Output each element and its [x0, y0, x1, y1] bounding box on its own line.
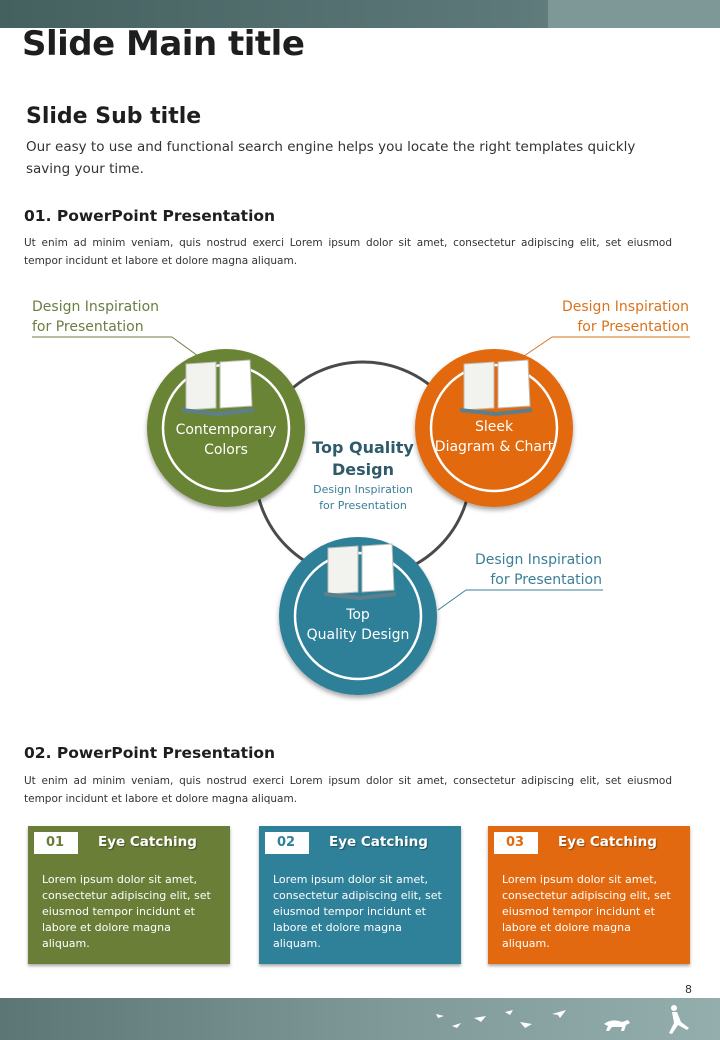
- callout-right-line: [524, 337, 690, 356]
- orange-circle-label-line1: Sleek: [474, 419, 514, 435]
- blue-circle-label-line2: Quality Design: [306, 627, 410, 643]
- callout-bottom-line2: for Presentation: [490, 572, 602, 588]
- feature-box-2: [259, 826, 461, 964]
- feature-box-title: Eye Catching: [329, 834, 428, 850]
- feature-box-body: Lorem ipsum dolor sit amet, consectetur adipiscing elit, set eiusmod tempor incidunt et labore et dolore magna aliquam.: [502, 873, 671, 950]
- green-circle-label-line1: Contemporary: [175, 422, 277, 438]
- callout-left-line: [32, 337, 198, 356]
- callout-bottom-line1: Design Inspiration: [474, 552, 602, 568]
- feature-box-number: 02: [265, 832, 309, 854]
- slide-main-title: Slide Main title: [22, 24, 305, 64]
- page-number: 8: [685, 983, 692, 996]
- callout-right-line1: Design Inspiration: [561, 299, 689, 315]
- callout-left-line2: for Presentation: [32, 319, 144, 335]
- center-sub-line2: for Presentation: [319, 499, 407, 512]
- feature-box-number: 03: [494, 832, 538, 854]
- center-title-line1: Top Quality: [312, 438, 414, 457]
- center-title-line2: Design: [332, 460, 394, 479]
- blue-circle-label-line1: Top: [346, 607, 370, 623]
- feature-box-number: 01: [34, 832, 78, 854]
- section-1-text: Ut enim ad minim veniam, quis nostrud exerci Lorem ipsum dolor sit amet, consectetur adipiscing elit, set eiusmod tempor incidunt et labore et dolore magna aliquam.: [24, 237, 672, 267]
- figure-decoration-icon: [669, 1005, 689, 1034]
- dog-decoration-icon: [604, 1020, 630, 1031]
- feature-boxes: [28, 826, 692, 966]
- footer-decoration: [0, 998, 720, 1040]
- feature-box-body: Lorem ipsum dolor sit amet, consectetur adipiscing elit, set eiusmod tempor incidunt et labore et dolore magna aliquam.: [42, 873, 211, 950]
- footer-bar: [0, 998, 720, 1040]
- feature-box-title: Eye Catching: [98, 834, 197, 850]
- callout-bottom-line: [438, 590, 603, 610]
- callout-right-line2: for Presentation: [577, 319, 689, 335]
- feature-box-1: [28, 826, 230, 964]
- quality-design-diagram: [0, 290, 720, 710]
- green-circle-label-line2: Colors: [204, 442, 248, 458]
- feature-box-title: Eye Catching: [558, 834, 657, 850]
- callout-left-line1: Design Inspiration: [32, 299, 160, 315]
- bird-decoration-icon: [436, 1010, 566, 1028]
- section-2-text: Ut enim ad minim veniam, quis nostrud exerci Lorem ipsum dolor sit amet, consectetur adipiscing elit, set eiusmod tempor incidunt et labore et dolore magna aliquam.: [24, 775, 672, 805]
- feature-box-body: Lorem ipsum dolor sit amet, consectetur adipiscing elit, set eiusmod tempor incidunt et labore et dolore magna aliquam.: [273, 873, 442, 950]
- orange-circle-label-line2: Diagram & Chart: [434, 439, 554, 455]
- slide-sub-text: Our easy to use and functional search engine helps you locate the right templates quickly saving your time.: [26, 139, 636, 177]
- slide-sub-title: Slide Sub title: [26, 104, 202, 129]
- center-sub-line1: Design Inspiration: [313, 483, 413, 496]
- top-header-accent: [548, 0, 720, 28]
- section-2-heading: 02. PowerPoint Presentation: [24, 744, 276, 762]
- feature-box-3: [488, 826, 690, 964]
- section-1-heading: 01. PowerPoint Presentation: [24, 207, 276, 225]
